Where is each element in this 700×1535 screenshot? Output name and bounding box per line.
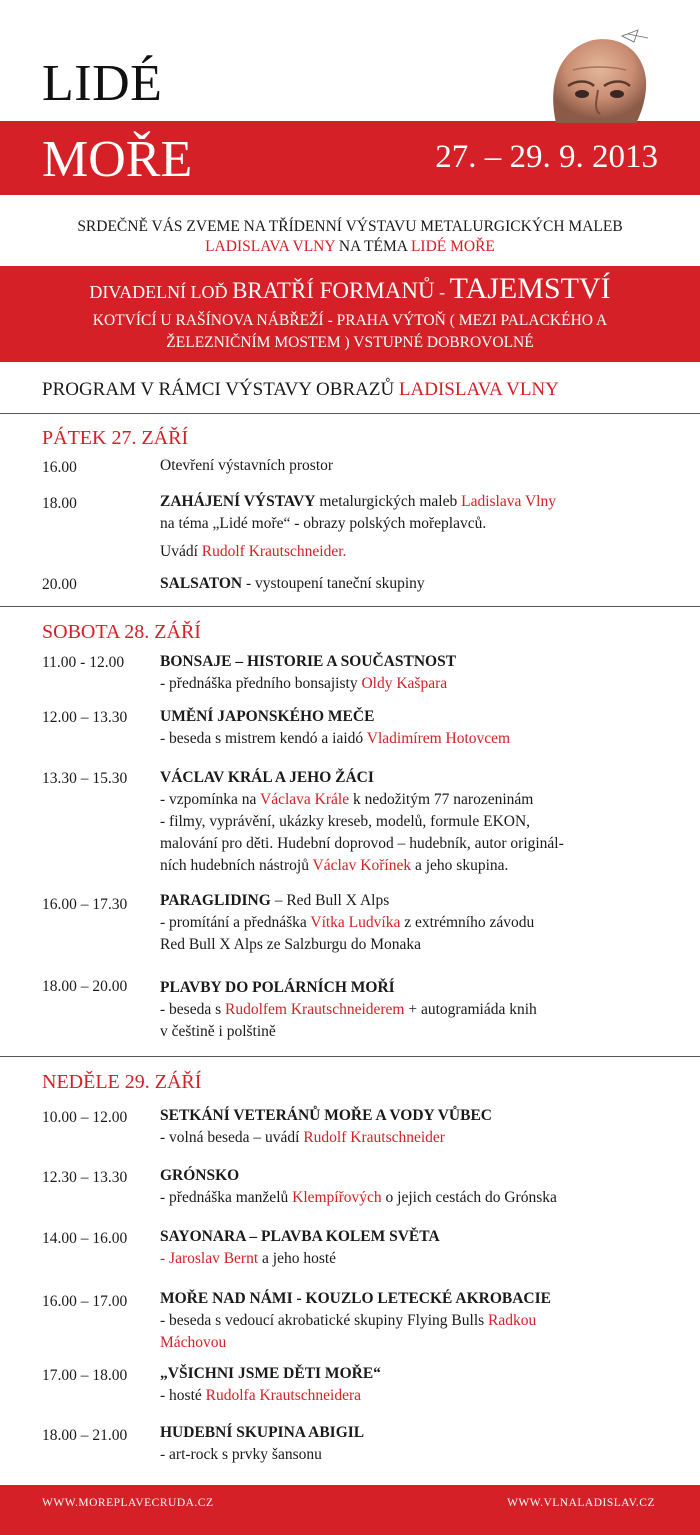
event-text: - beseda s vedoucí akrobatické skupiny Flying Bulls	[160, 1312, 489, 1329]
event-text: - přednáška manželů	[160, 1189, 293, 1206]
person-name: Oldy Kašpara	[361, 675, 448, 692]
event-saturday-1	[160, 651, 670, 695]
event-sunday-4	[160, 1288, 670, 1354]
intro-text	[0, 217, 700, 257]
person-name: Radkou	[488, 1312, 537, 1329]
event-line	[160, 789, 670, 811]
event-sunday-5	[160, 1363, 670, 1407]
event-line	[160, 728, 670, 750]
event-time: 12.00 – 13.30	[42, 709, 128, 726]
event-time: 16.00	[42, 459, 77, 476]
venue-line-3: ŽELEZNIČNÍM MOSTEM ) VSTUPNÉ DOBROVOLNÉ	[166, 334, 534, 351]
venue-boat-name: TAJEMSTVÍ	[449, 272, 611, 305]
event-title: BONSAJE – HISTORIE A SOUČASTNOST	[160, 653, 457, 670]
venue-line-2: KOTVÍCÍ U RAŠÍNOVA NÁBŘEŽÍ - PRAHA VÝTOŇ ( MEZI PALACKÉHO A	[92, 312, 608, 329]
event-line	[160, 491, 670, 513]
event-time: 18.00 – 20.00	[42, 978, 128, 995]
event-title: „VŠICHNI JSME DĚTI MOŘE“	[160, 1365, 381, 1382]
event-sunday-1	[160, 1105, 670, 1149]
event-sunday-3	[160, 1226, 670, 1270]
event-line	[160, 1385, 670, 1407]
event-text: - hosté	[160, 1387, 206, 1404]
event-title: HUDEBNÍ SKUPINA ABIGIL	[160, 1424, 365, 1441]
event-line: na téma „Lidé moře“ - obrazy polských mořeplavců.	[160, 515, 487, 532]
event-text: – Red Bull X Alps	[270, 892, 390, 909]
person-name: Vladimírem Hotovcem	[366, 730, 511, 747]
person-name: - Jaroslav Bernt	[160, 1250, 259, 1267]
event-text: a jeho skupina.	[411, 857, 509, 874]
event-title: ZAHÁJENÍ VÝSTAVY	[160, 493, 316, 510]
event-line: Red Bull X Alps ze Salzburgu do Monaka	[160, 936, 422, 953]
event-text: - vzpomínka na	[160, 791, 261, 808]
footer-band	[0, 1485, 700, 1535]
event-time: 16.00 – 17.00	[42, 1293, 128, 1310]
event-line	[160, 541, 670, 563]
person-name: Vítka Ludvíka	[310, 914, 401, 931]
title-line-2: MOŘE	[42, 131, 193, 188]
event-text: k nedožitým 77 narozeninám	[349, 791, 534, 808]
event-time: 12.30 – 13.30	[42, 1169, 128, 1186]
event-time: 13.30 – 15.30	[42, 770, 128, 787]
person-name: Klempířových	[292, 1189, 382, 1206]
event-time: 20.00	[42, 576, 77, 593]
event-saturday-2	[160, 706, 670, 750]
event-title: MOŘE NAD NÁMI - KOUZLO LETECKÉ AKROBACIE	[160, 1290, 551, 1307]
event-text: ních hudebních nástrojů	[160, 857, 313, 874]
event-title: SETKÁNÍ VETERÁNŮ MOŘE A VODY VŮBEC	[160, 1107, 493, 1124]
venue-address	[0, 310, 700, 354]
event-friday-2	[160, 491, 670, 563]
event-sunday-6	[160, 1422, 670, 1466]
event-line	[160, 1310, 670, 1332]
event-time: 16.00 – 17.30	[42, 896, 128, 913]
event-line	[160, 999, 670, 1021]
event-sunday-2	[160, 1165, 670, 1209]
event-text: - promítání a přednáška	[160, 914, 311, 931]
event-saturday-5	[160, 977, 670, 1043]
venue-dash: -	[434, 282, 450, 302]
intro-line-1: SRDEČNĚ VÁS ZVEME NA TŘÍDENNÍ VÝSTAVU METALURGICKÝCH MALEB	[77, 218, 623, 235]
event-title: VÁCLAV KRÁL A JEHO ŽÁCI	[160, 769, 374, 786]
venue-text: DIVADELNÍ LOĎ	[89, 282, 233, 302]
event-text: a jeho hosté	[258, 1250, 337, 1267]
event-text: Uvádí	[160, 543, 202, 560]
person-name: Václav Kořínek	[312, 857, 412, 874]
event-text: metalurgických maleb	[315, 493, 462, 510]
footer-link-left[interactable]: WWW.MOREPLAVECRUDA.CZ	[42, 1497, 214, 1509]
venue-line-1	[0, 274, 700, 304]
program-heading-text: PROGRAM V RÁMCI VÝSTAVY OBRAZŮ	[42, 379, 399, 400]
person-name: Rudolfem Krautschneiderem	[225, 1001, 405, 1018]
program-heading	[42, 380, 559, 399]
event-time: 17.00 – 18.00	[42, 1367, 128, 1384]
event-line: - filmy, vyprávění, ukázky kreseb, modelů, formule EKON,	[160, 813, 531, 830]
event-text: - přednáška předního bonsajisty	[160, 675, 362, 692]
person-name: Václava Krále	[260, 791, 350, 808]
event-date: 27. – 29. 9. 2013	[435, 139, 658, 175]
portrait-illustration-icon	[538, 28, 658, 123]
person-name: Rudolfa Krautschneidera	[205, 1387, 362, 1404]
person-name: Rudolf Krautschneider.	[201, 543, 347, 560]
event-line	[160, 855, 670, 877]
event-line: v češtině i polštině	[160, 1023, 276, 1040]
intro-text-part: NA TÉMA	[335, 238, 411, 255]
event-text: - beseda s mistrem kendó a iaidó	[160, 730, 367, 747]
event-line: malování pro děti. Hudební doprovod – hudebník, autor originál-	[160, 835, 564, 852]
event-line	[160, 890, 670, 912]
venue-brothers: BRATŘÍ FORMANŮ	[232, 278, 435, 303]
event-text: - volná beseda – uvádí	[160, 1129, 304, 1146]
event-line	[160, 1127, 670, 1149]
event-saturday-3	[160, 767, 670, 877]
event-line	[160, 912, 670, 934]
divider	[0, 413, 700, 414]
divider	[0, 606, 700, 607]
event-title: PLAVBY DO POLÁRNÍCH MOŘÍ	[160, 979, 395, 996]
event-title: SAYONARA – PLAVBA KOLEM SVĚTA	[160, 1228, 440, 1245]
event-line	[160, 1248, 670, 1270]
day-heading-saturday: SOBOTA 28. ZÁŘÍ	[42, 621, 201, 643]
event-text: + autogramiáda knih	[404, 1001, 537, 1018]
event-title: SALSATON	[160, 575, 243, 592]
divider	[0, 1056, 700, 1057]
painter-name: LADISLAVA VLNY	[205, 238, 335, 255]
event-time: 18.00 – 21.00	[42, 1427, 128, 1444]
day-heading-friday: PÁTEK 27. ZÁŘÍ	[42, 427, 189, 449]
theme-name: LIDÉ MOŘE	[410, 238, 495, 255]
event-time: 10.00 – 12.00	[42, 1109, 128, 1126]
person-name: Máchovou	[160, 1334, 227, 1351]
event-title: UMĚNÍ JAPONSKÉHO MEČE	[160, 708, 375, 725]
event-text: - vystoupení taneční skupiny	[242, 575, 425, 592]
event-line	[160, 1187, 670, 1209]
event-time: 14.00 – 16.00	[42, 1230, 128, 1247]
event-line	[160, 673, 670, 695]
intro-line-2	[0, 237, 700, 257]
event-text: o jejich cestách do Grónska	[381, 1189, 557, 1206]
event-text: - beseda s	[160, 1001, 225, 1018]
day-heading-sunday: NEDĚLE 29. ZÁŘÍ	[42, 1071, 202, 1093]
venue-band	[0, 266, 700, 362]
event-title: GRÓNSKO	[160, 1167, 240, 1184]
event-title: PARAGLIDING	[160, 892, 271, 909]
person-name: Rudolf Krautschneider	[303, 1129, 445, 1146]
event-time: 18.00	[42, 495, 77, 512]
event-line: - art-rock s prvky šansonu	[160, 1446, 322, 1463]
title-line-1: LIDÉ	[42, 55, 163, 112]
event-text: Otevření výstavních prostor	[160, 457, 334, 474]
person-name: Ladislava Vlny	[461, 493, 556, 510]
event-friday-3	[160, 573, 670, 595]
event-text: z extrémního závodu	[400, 914, 535, 931]
footer-link-right[interactable]: WWW.VLNALADISLAV.CZ	[507, 1497, 655, 1509]
event-line	[160, 573, 670, 595]
event-time: 11.00 - 12.00	[42, 654, 125, 671]
event-friday-1	[160, 455, 670, 477]
event-saturday-4	[160, 890, 670, 956]
program-heading-painter: LADISLAVA VLNY	[398, 379, 559, 400]
